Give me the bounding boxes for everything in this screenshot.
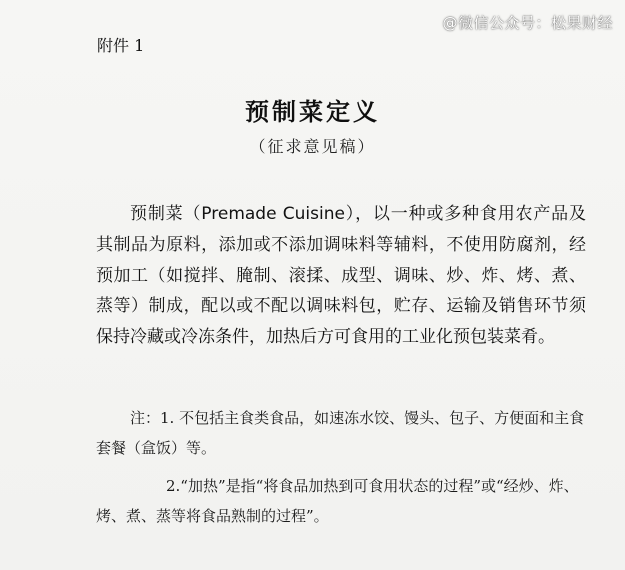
- note-1: 注：1. 不包括主食类食品，如速冻水饺、馒头、包子、方便面和主食套餐（盒饭）等。: [96, 409, 585, 457]
- document-title: 预制菜定义: [245, 98, 380, 126]
- definition-text: 预制菜（Premade Cuisine），以一种或多种食用农产品及其制品为原料，添加或不添加调味料等辅料，不使用防腐剂，经预加工（如搅拌、腌制、滚揉、成型、调味、炒、炸、烤、煮、蒸等）制成，配以或不配以调味料包，贮存、运输及销售环节须保持冷藏或冷冻条件，加热后方可食用的工业化预包装菜肴。: [96, 204, 586, 348]
- watermark: @微信公众号：松果财经: [442, 14, 613, 32]
- definition-paragraph: [96, 199, 586, 353]
- document-subtitle: （征求意见稿）: [249, 137, 376, 156]
- note-2: 2.“加热”是指“将食品加热到可食用状态的过程”或“经炒、炸、烤、煮、蒸等将食品熟制的过程”。: [96, 477, 579, 525]
- attachment-label: 附件 1: [97, 36, 145, 55]
